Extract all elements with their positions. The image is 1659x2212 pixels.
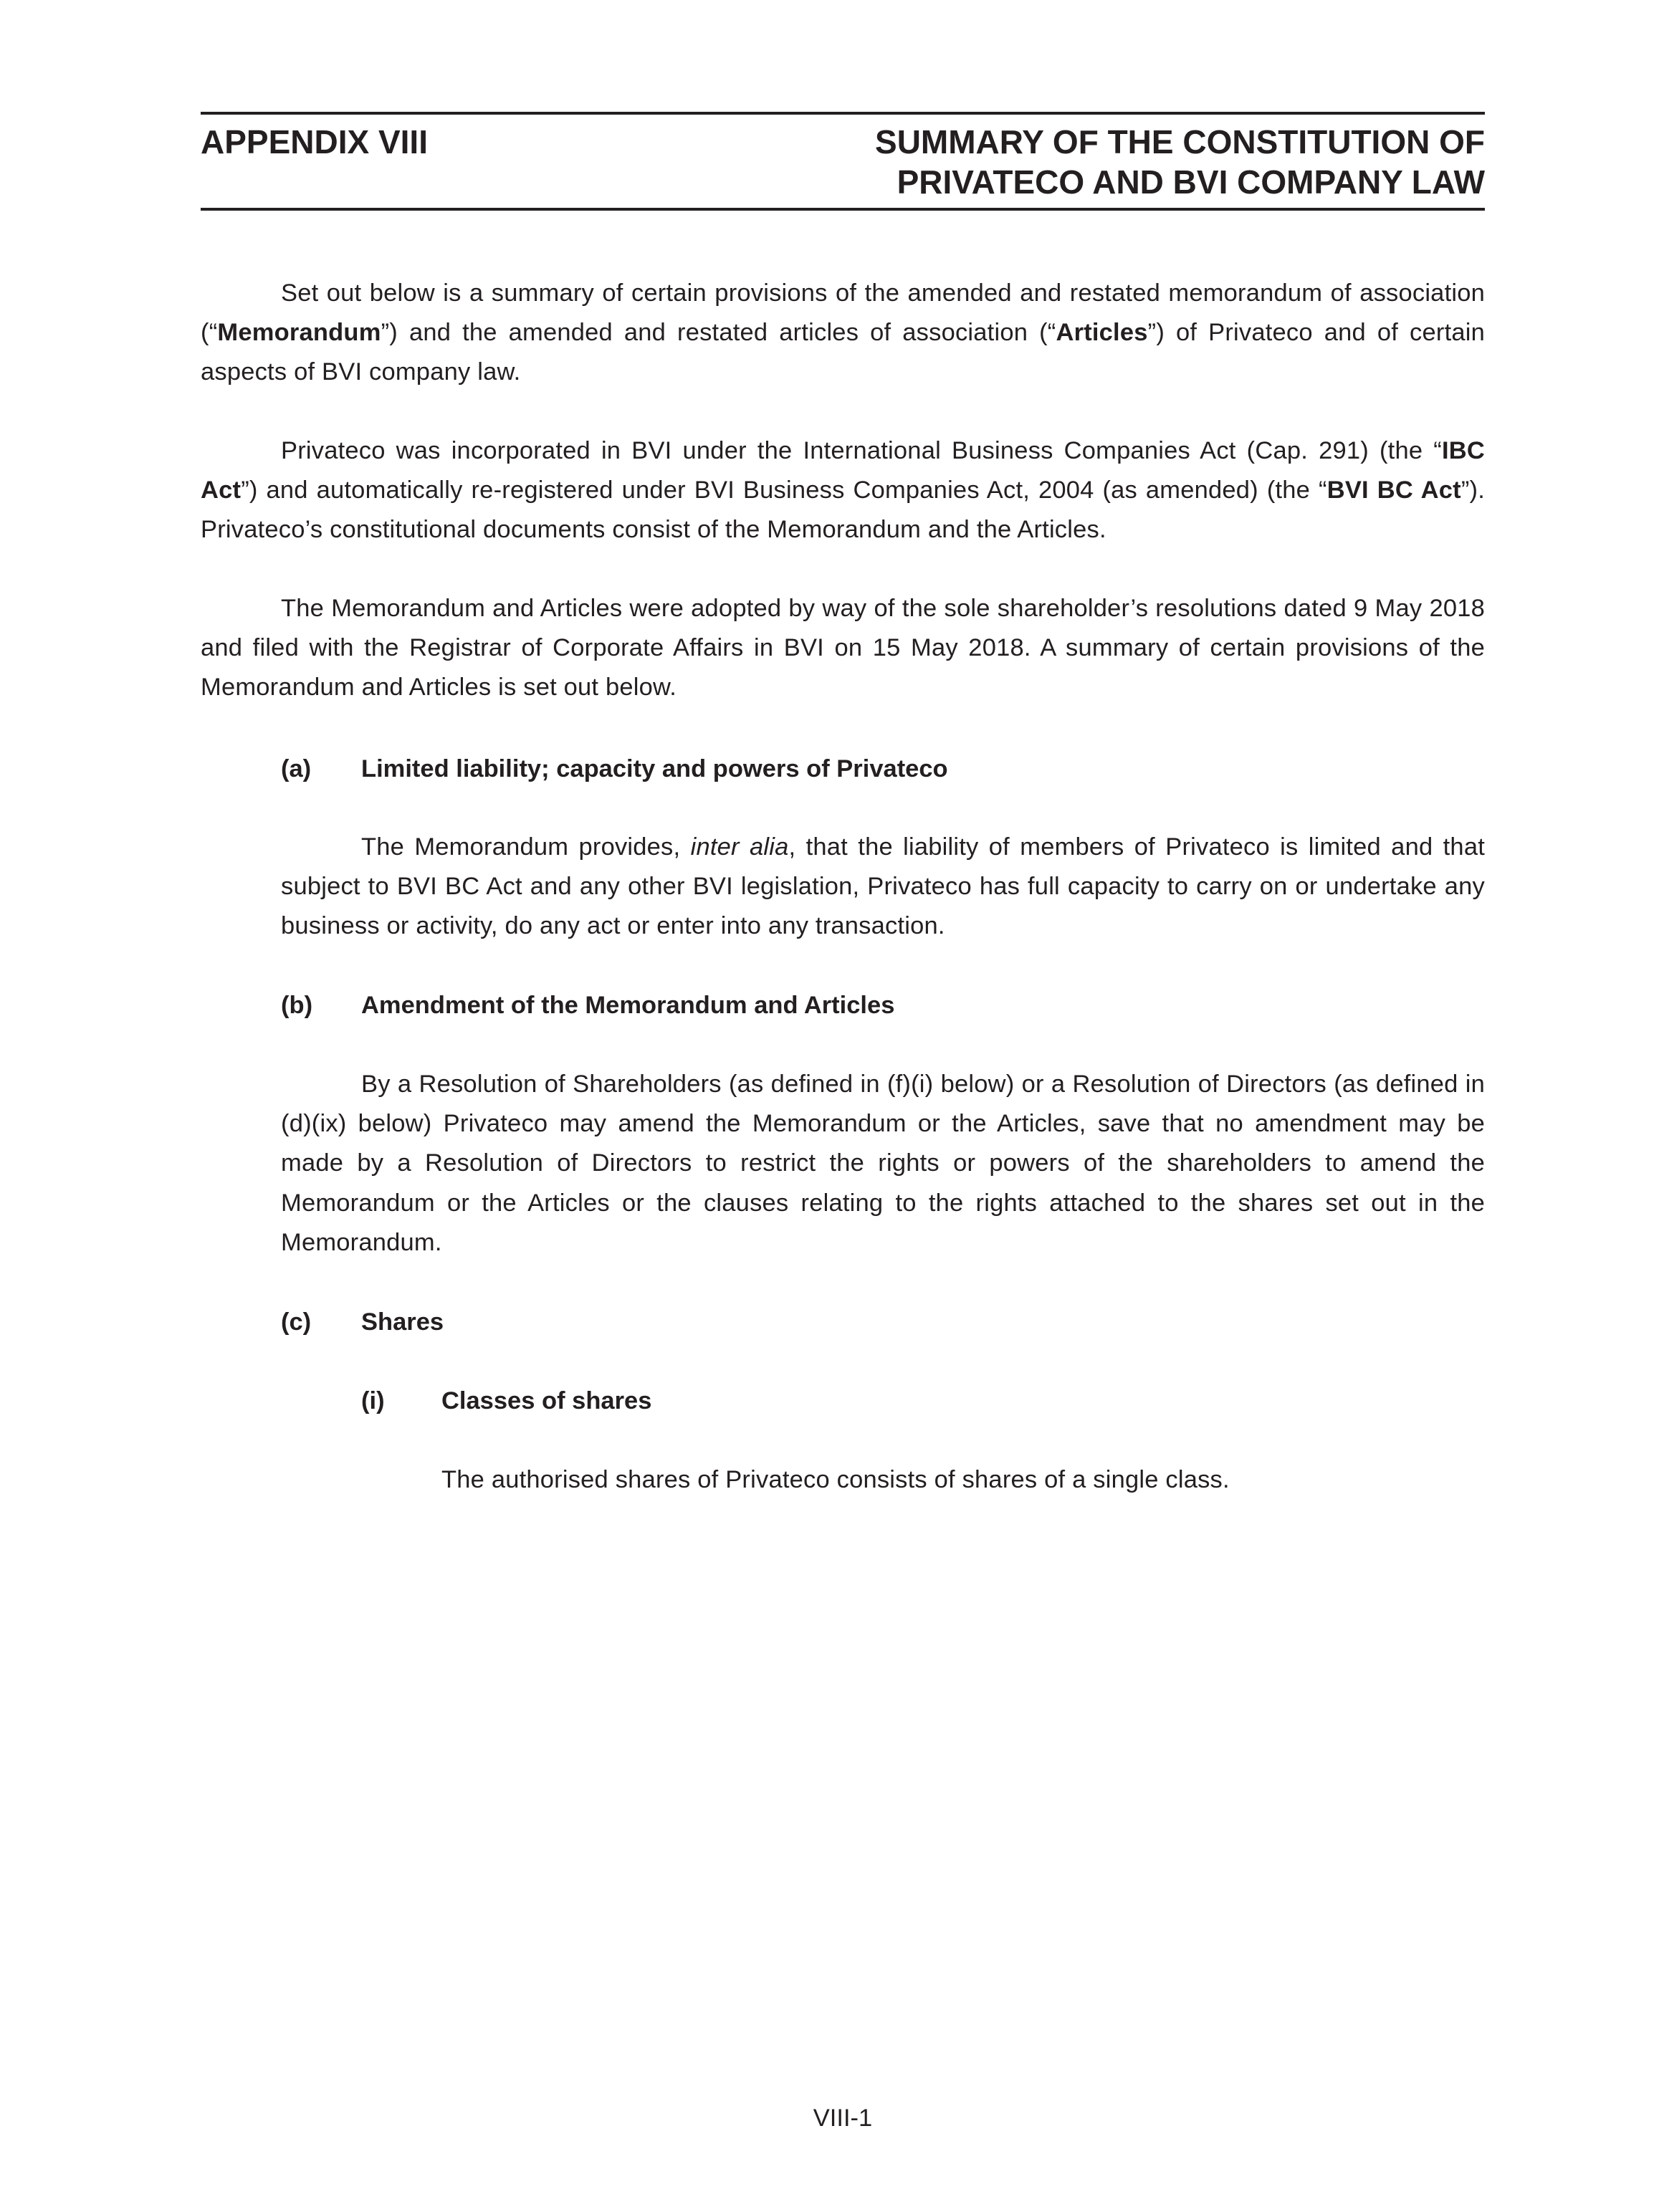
- document-title-line-1: SUMMARY OF THE CONSTITUTION OF: [875, 123, 1485, 161]
- intro-p1-text-e: ”) of Privateco and of certain aspects of BVI company law.: [201, 319, 1485, 386]
- section-b-heading: [281, 986, 895, 1025]
- intro-p2-text-e: ”). Privateco’s constitutional documents consist of the Memorandum and the Articles.: [201, 477, 1486, 544]
- defined-term-memorandum: Memorandum: [217, 319, 381, 347]
- section-c-i-number: (i): [361, 1387, 385, 1414]
- document-page: [201, 0, 1485, 2212]
- section-a-title: Limited liability; capacity and powers of Privateco: [361, 755, 948, 782]
- section-a-number: (a): [281, 755, 312, 782]
- header-top-rule: [201, 112, 1485, 115]
- intro-paragraph-2: [201, 431, 1485, 550]
- section-a-body-text-c: , that the liability of members of Privateco is limited and that subject to BVI BC Act and any other BVI legislation, Privateco has full capacity to carry on or undertake any business or activity, do any act or enter into any transaction.: [281, 833, 1485, 940]
- latin-term-inter-alia: inter alia: [690, 833, 789, 861]
- intro-p2-text-c: ”) and automatically re-registered under BVI Business Companies Act, 2004 (as amended) (the “: [241, 477, 1327, 504]
- intro-p2-text-a: Privateco was incorporated in BVI under the International Business Companies Act (Cap. 291) (the “: [281, 437, 1442, 464]
- document-title: [875, 122, 1485, 202]
- page-number: VIII-1: [813, 2105, 873, 2132]
- intro-p1-text-a: Set out below is a summary of certain provisions of the amended and restated memorandum of association (“: [201, 279, 1485, 347]
- section-b-title: Amendment of the Memorandum and Articles: [361, 992, 895, 1019]
- intro-paragraph-3: The Memorandum and Articles were adopted by way of the sole shareholder’s resolutions dated 9 May 2018 and filed with the Registrar of Corporate Affairs in BVI on 15 May 2018. A summary of certain provisions of the Memorandum and Articles is set out below.: [201, 595, 1485, 702]
- header-bottom-rule: [201, 208, 1485, 211]
- defined-term-bvi-bc-act: BVI BC Act: [1326, 477, 1461, 504]
- section-c-title: Shares: [361, 1308, 444, 1336]
- section-c-i-title: Classes of shares: [441, 1387, 652, 1414]
- section-a-body-text-a: The Memorandum provides,: [361, 833, 691, 861]
- intro-paragraph-1: [201, 274, 1485, 393]
- section-c-heading: [281, 1303, 444, 1342]
- section-a-body: [281, 828, 1485, 947]
- defined-term-articles: Articles: [1056, 319, 1148, 347]
- section-c-number: (c): [281, 1308, 312, 1336]
- defined-term-ibc-act: IBC Act: [201, 437, 1485, 504]
- document-title-line-2: PRIVATECO AND BVI COMPANY LAW: [897, 163, 1485, 201]
- intro-p1-text-c: ”) and the amended and restated articles of association (“: [381, 319, 1056, 347]
- section-b-body: By a Resolution of Shareholders (as defined in (f)(i) below) or a Resolution of Directors (as defined in (d)(ix) below) Privateco may amend the Memorandum or the Articles, save that no amendment may be made by a Resolution of Directors to restrict the rights or powers of the shareholders to amend the Memorandum or the Articles or the clauses relating to the rights attached to the shares set out in the Memorandum.: [281, 1071, 1485, 1256]
- section-a-heading: [281, 750, 948, 789]
- appendix-label: APPENDIX VIII: [201, 123, 428, 161]
- section-c-i-body: The authorised shares of Privateco consists of shares of a single class.: [441, 1466, 1230, 1493]
- section-b-number: (b): [281, 992, 313, 1019]
- section-c-i-heading: [361, 1382, 652, 1421]
